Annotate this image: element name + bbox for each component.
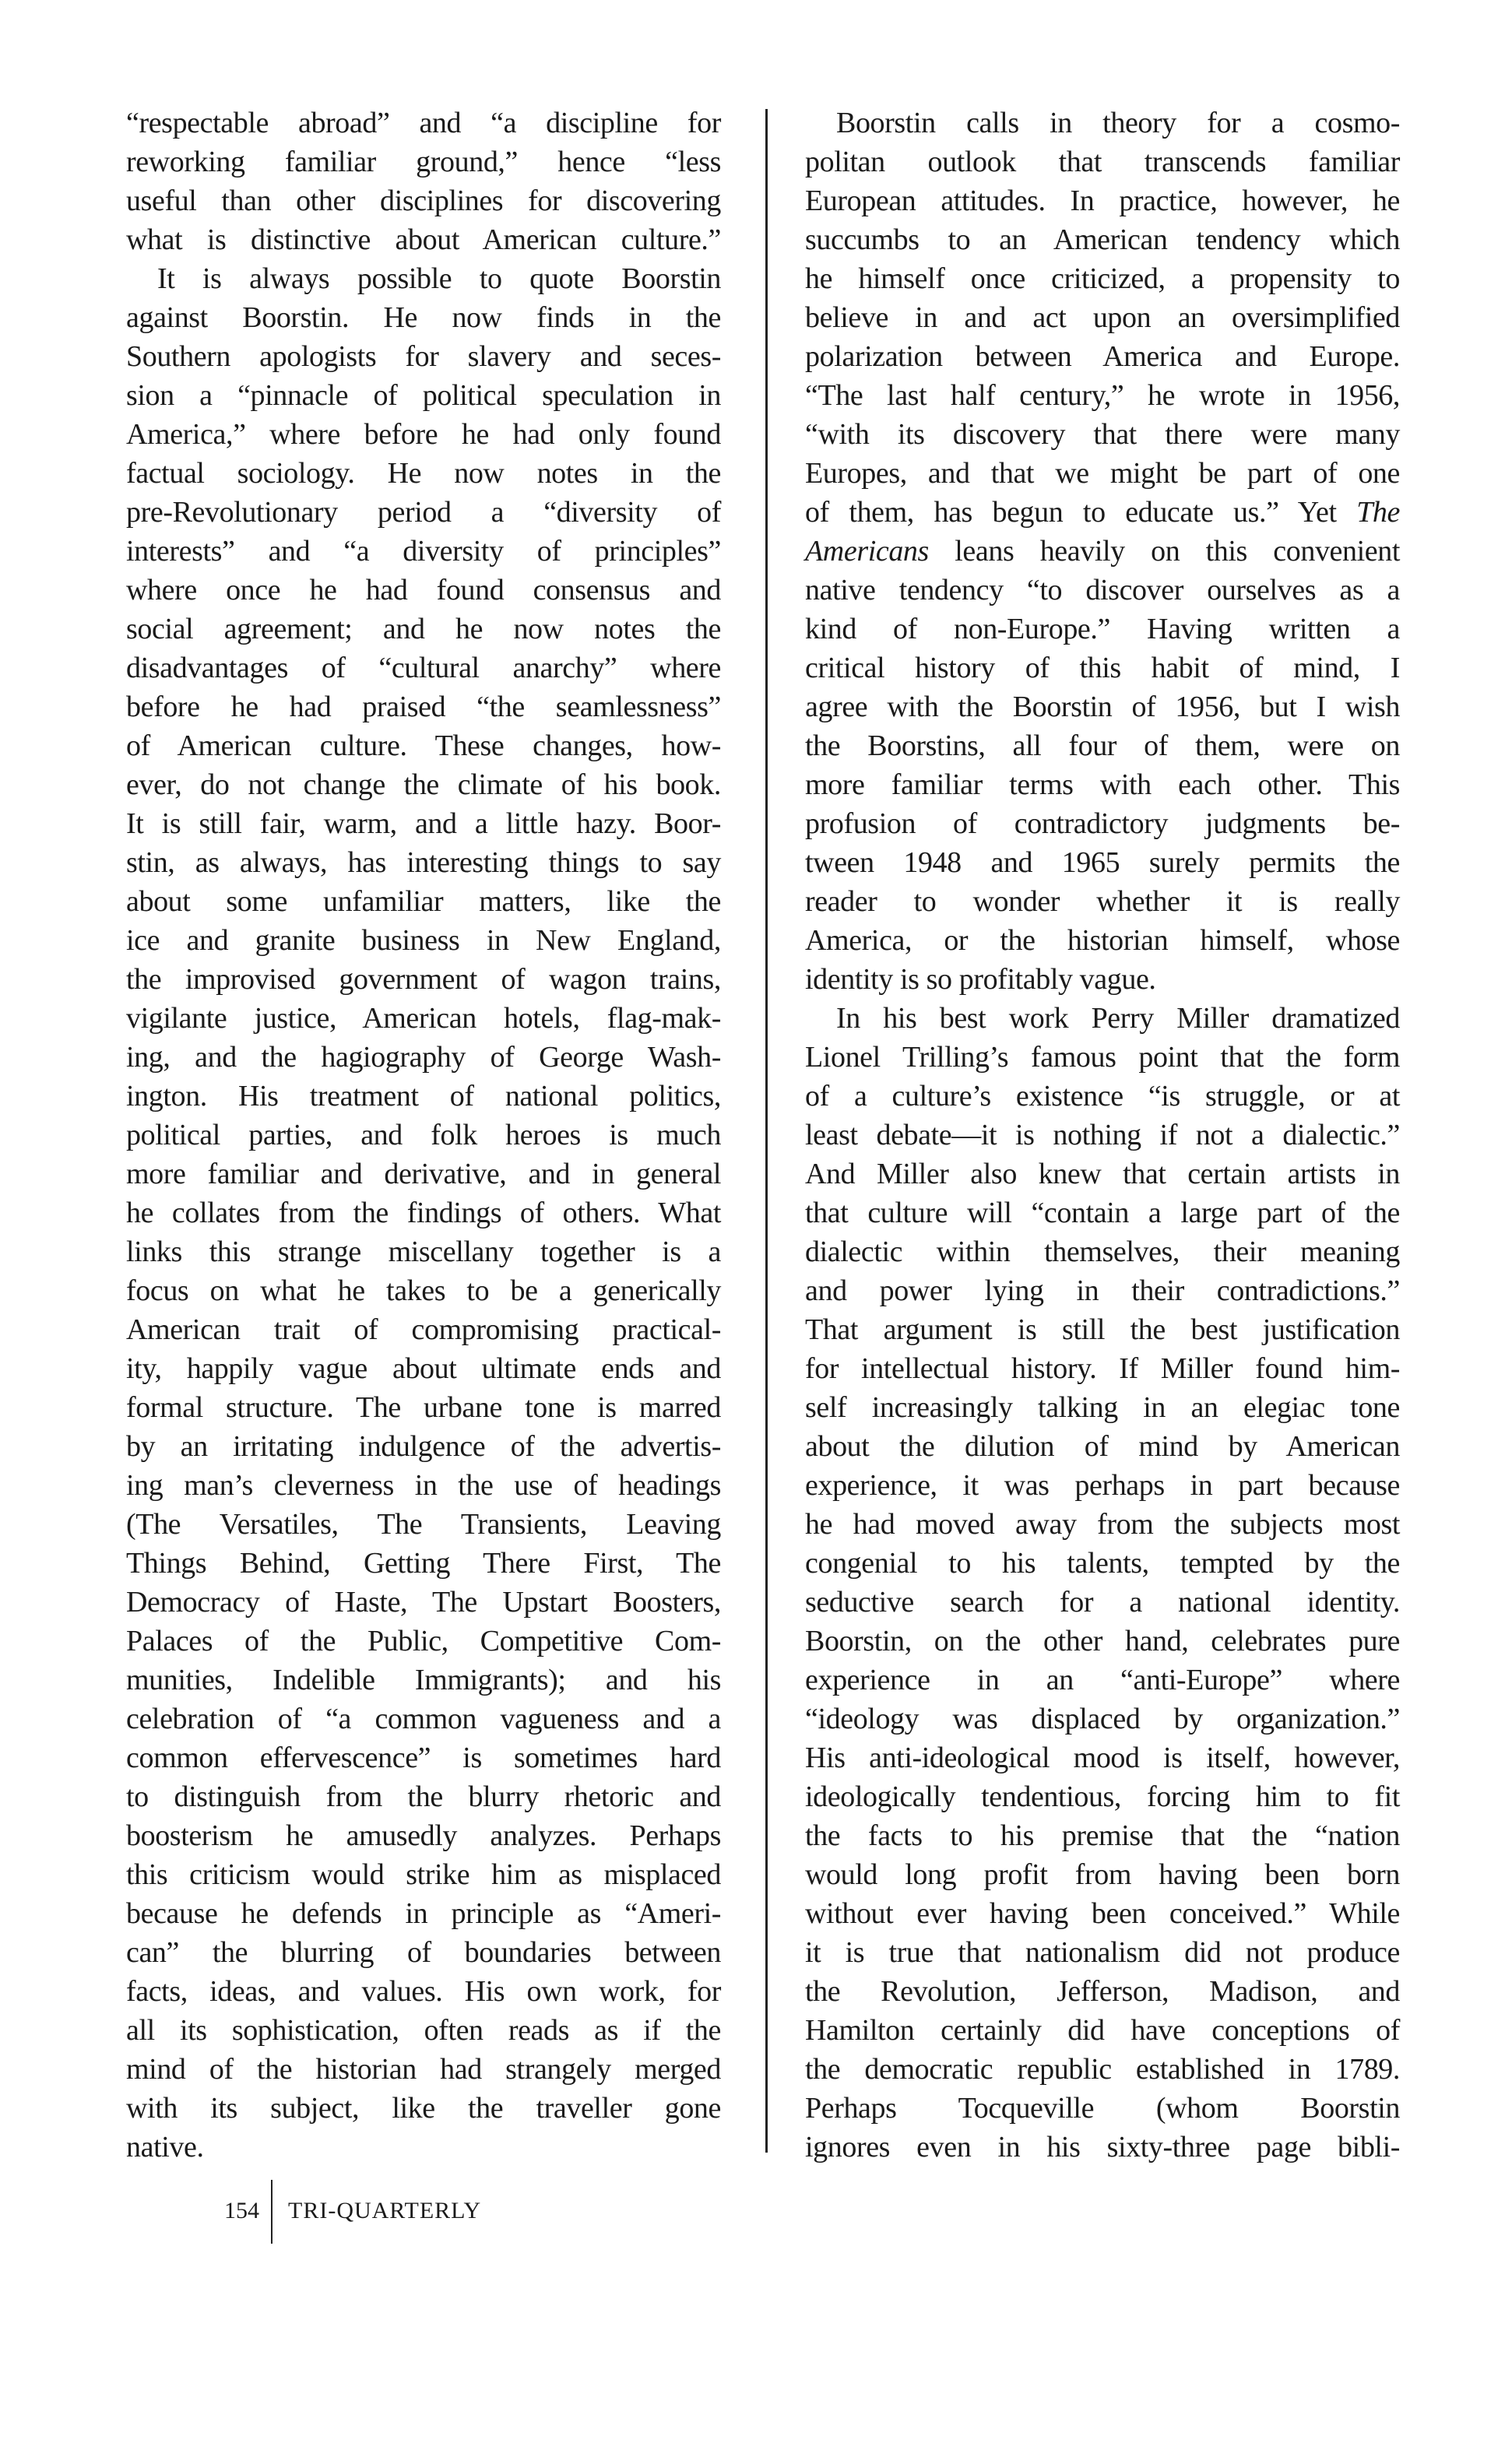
text-line: that culture will “contain a large part of the — [805, 1197, 1400, 1229]
text-line: dialectic within themselves, their meaning — [805, 1236, 1400, 1268]
text-line: more familiar and derivative, and in general — [126, 1158, 721, 1190]
column-divider — [765, 109, 768, 2153]
text-line: celebration of “a common vagueness and a — [126, 1703, 721, 1735]
text-line: links this strange miscellany together is a — [126, 1236, 721, 1268]
text-line: facts, ideas, and values. His own work, for — [126, 1975, 721, 2008]
text-line: where once he had found consensus and — [126, 574, 721, 606]
text-line: “The last half century,” he wrote in 1956, — [805, 379, 1400, 412]
text-line: can” the blurring of boundaries between — [126, 1936, 721, 1969]
italic-title-text: The — [1356, 496, 1400, 529]
text-line: he collates from the findings of others. What — [126, 1197, 721, 1229]
page-footer — [0, 2180, 1512, 2244]
text-line: before he had praised “the seamlessness” — [126, 691, 721, 723]
text-line: ever, do not change the climate of his book. — [126, 768, 721, 801]
footer-divider — [271, 2180, 273, 2244]
text-line: “with its discovery that there were many — [805, 418, 1400, 451]
text-line: ington. His treatment of national politics, — [126, 1080, 721, 1112]
text-line: the Revolution, Jefferson, Madison, and — [805, 1975, 1400, 2008]
text-line: the improvised government of wagon trains, — [126, 963, 721, 996]
text-line: ice and granite business in New England, — [126, 924, 721, 957]
text-line: That argument is still the best justification — [805, 1313, 1400, 1346]
text-line: identity is so profitably vague. — [805, 963, 1156, 996]
text-line: social agreement; and he now notes the — [126, 613, 721, 645]
text-line: political parties, and folk heroes is much — [126, 1119, 721, 1151]
text-line: the democratic republic established in 1789. — [805, 2053, 1400, 2086]
text-line: It is still fair, warm, and a little hazy. Boor- — [126, 807, 721, 840]
text-line: ideologically tendentious, forcing him to fit — [805, 1780, 1400, 1813]
text-line: “ideology was displaced by organization.” — [805, 1703, 1400, 1735]
text-line: Democracy of Haste, The Upstart Boosters, — [126, 1586, 721, 1619]
text-line: America,” where before he had only found — [126, 418, 721, 451]
text-line: It is always possible to quote Boorstin — [157, 262, 721, 295]
text-line: native tendency “to discover ourselves as a — [805, 574, 1400, 606]
text-line: more familiar terms with each other. This — [805, 768, 1400, 801]
text-line: he had moved away from the subjects most — [805, 1508, 1400, 1541]
text-line: stin, as always, has interesting things to say — [126, 846, 721, 879]
text-line: critical history of this habit of mind, I — [805, 652, 1400, 684]
italic-title-text: Americans — [805, 535, 929, 568]
text-line: vigilante justice, American hotels, flag-mak- — [126, 1002, 721, 1035]
text-line: experience in an “anti-Europe” where — [805, 1664, 1400, 1696]
text-line — [805, 532, 1400, 571]
text-line: the Boorstins, all four of them, were on — [805, 729, 1400, 762]
text-line: against Boorstin. He now finds in the — [126, 301, 721, 334]
text-line: In his best work Perry Miller dramatized — [836, 1002, 1400, 1035]
text-line: (The Versatiles, The Transients, Leaving — [126, 1508, 721, 1541]
text-line: Boorstin calls in theory for a cosmo- — [836, 107, 1400, 139]
text-line: native. — [126, 2131, 204, 2163]
text-line: the facts to his premise that the “nation — [805, 1819, 1400, 1852]
text-line: ing, and the hagiography of George Wash- — [126, 1041, 721, 1074]
text-line: useful than other disciplines for discovering — [126, 185, 721, 217]
text-line: reader to wonder whether it is really — [805, 885, 1400, 918]
right-text-column — [805, 104, 1400, 2167]
text-line: with its subject, like the traveller gone — [126, 2092, 721, 2125]
text-line: mind of the historian had strangely merged — [126, 2053, 721, 2086]
text-line: seductive search for a national identity. — [805, 1586, 1400, 1619]
text-line: about some unfamiliar matters, like the — [126, 885, 721, 918]
text-line: for intellectual history. If Miller found him- — [805, 1352, 1400, 1385]
text-line: self increasingly talking in an elegiac tone — [805, 1391, 1400, 1424]
text-line: what is distinctive about American culture.” — [126, 223, 721, 256]
text-line: common effervescence” is sometimes hard — [126, 1742, 721, 1774]
text-line: pre-Revolutionary period a “diversity of — [126, 496, 721, 529]
text-line: because he defends in principle as “Ameri- — [126, 1897, 721, 1930]
text-line: factual sociology. He now notes in the — [126, 457, 721, 490]
text-segment: leans heavily on this convenient — [928, 535, 1400, 568]
text-line: this criticism would strike him as misplaced — [126, 1858, 721, 1891]
text-line: politan outlook that transcends familiar — [805, 146, 1400, 178]
text-line: America, or the historian himself, whose — [805, 924, 1400, 957]
text-segment: of them, has begun to educate us.” Yet — [805, 496, 1357, 529]
text-line — [805, 493, 1400, 532]
text-line: he himself once criticized, a propensity to — [805, 262, 1400, 295]
text-line: tween 1948 and 1965 surely permits the — [805, 846, 1400, 879]
text-line: munities, Indelible Immigrants); and his — [126, 1664, 721, 1696]
text-line: disadvantages of “cultural anarchy” where — [126, 652, 721, 684]
text-line: Boorstin, on the other hand, celebrates pure — [805, 1625, 1400, 1657]
text-line: to distinguish from the blurry rhetoric and — [126, 1780, 721, 1813]
text-line: ity, happily vague about ultimate ends and — [126, 1352, 721, 1385]
text-line: formal structure. The urbane tone is marred — [126, 1391, 721, 1424]
left-text-column — [126, 104, 721, 2167]
text-line: Europes, and that we might be part of one — [805, 457, 1400, 490]
text-line: ing man’s cleverness in the use of headings — [126, 1469, 721, 1502]
text-line: by an irritating indulgence of the advertis- — [126, 1430, 721, 1463]
text-line: of American culture. These changes, how- — [126, 729, 721, 762]
text-line: Hamilton certainly did have conceptions of — [805, 2014, 1400, 2047]
text-line: “respectable abroad” and “a discipline for — [126, 107, 721, 139]
text-line: congenial to his talents, tempted by the — [805, 1547, 1400, 1580]
text-line: of a culture’s existence “is struggle, or at — [805, 1080, 1400, 1112]
text-line: profusion of contradictory judgments be- — [805, 807, 1400, 840]
text-line: succumbs to an American tendency which — [805, 223, 1400, 256]
text-line: interests” and “a diversity of principles” — [126, 535, 721, 568]
text-line: believe in and act upon an oversimplified — [805, 301, 1400, 334]
text-line: and power lying in their contradictions.” — [805, 1274, 1400, 1307]
text-line: And Miller also knew that certain artists in — [805, 1158, 1400, 1190]
text-line: all its sophistication, often reads as if the — [126, 2014, 721, 2047]
text-line: Lionel Trilling’s famous point that the form — [805, 1041, 1400, 1074]
text-line: boosterism he amusedly analyzes. Perhaps — [126, 1819, 721, 1852]
text-line: Things Behind, Getting There First, The — [126, 1547, 721, 1580]
text-line: about the dilution of mind by American — [805, 1430, 1400, 1463]
text-line: without ever having been conceived.” While — [805, 1897, 1400, 1930]
text-line: polarization between America and Europe. — [805, 340, 1400, 373]
text-line: agree with the Boorstin of 1956, but I wish — [805, 691, 1400, 723]
text-line: American trait of compromising practical- — [126, 1313, 721, 1346]
page-number: 154 — [224, 2198, 259, 2223]
text-line: His anti-ideological mood is itself, however, — [805, 1742, 1400, 1774]
text-line: would long profit from having been born — [805, 1858, 1400, 1891]
journal-title: TRI-QUARTERLY — [288, 2198, 482, 2223]
text-line: least debate—it is nothing if not a dialectic.” — [805, 1119, 1400, 1151]
text-line: Perhaps Tocqueville (whom Boorstin — [805, 2092, 1400, 2125]
text-line: Palaces of the Public, Competitive Com- — [126, 1625, 721, 1657]
text-line: sion a “pinnacle of political speculation in — [126, 379, 721, 412]
text-line: European attitudes. In practice, however, he — [805, 185, 1400, 217]
text-line: reworking familiar ground,” hence “less — [126, 146, 721, 178]
text-line: ignores even in his sixty-three page bibli- — [805, 2131, 1400, 2163]
text-line: it is true that nationalism did not produce — [805, 1936, 1400, 1969]
text-line: experience, it was perhaps in part because — [805, 1469, 1400, 1502]
text-line: focus on what he takes to be a generically — [126, 1274, 721, 1307]
text-line: kind of non-Europe.” Having written a — [805, 613, 1400, 645]
text-line: Southern apologists for slavery and seces- — [126, 340, 721, 373]
